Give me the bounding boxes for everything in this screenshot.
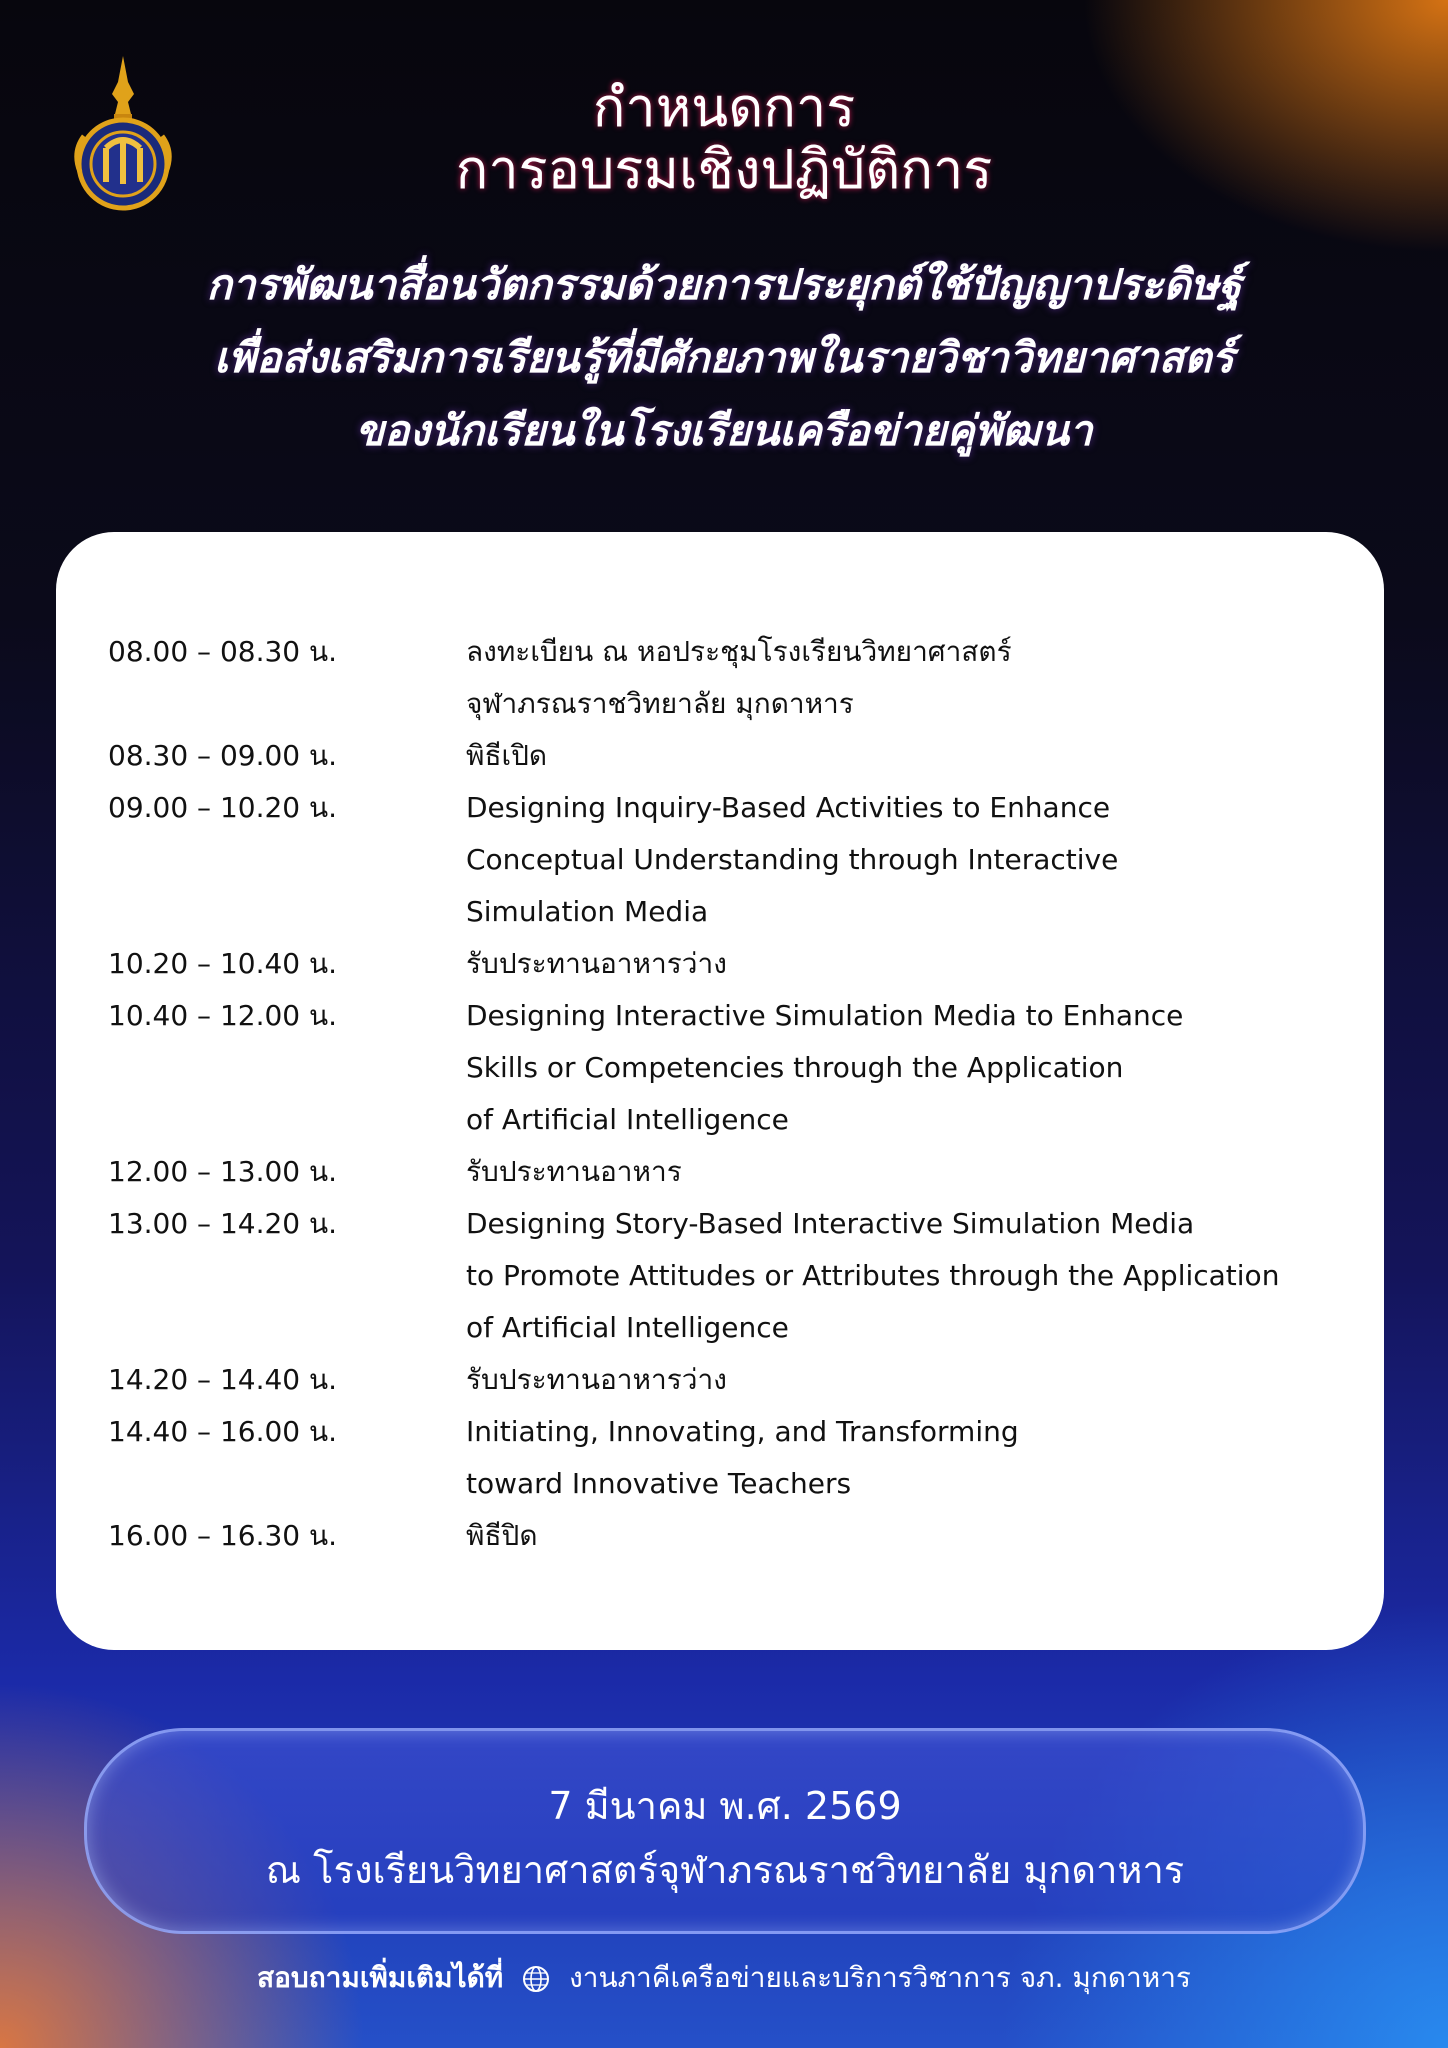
contact-footer [0, 1956, 1448, 2000]
schedule-time: 08.00 – 08.30 น. [108, 635, 338, 668]
schedule-text: Designing Interactive Simulation Media to Enhance [466, 999, 1184, 1032]
schedule-text: พิธีเปิด [466, 739, 548, 772]
schedule-card [56, 532, 1384, 1650]
page-subheading: การอบรมเชิงปฏิบัติการ [455, 138, 993, 201]
schedule-description [466, 626, 1012, 730]
course-title-line: เพื่อส่งเสริมการเรียนรู้ที่มีศักยภาพในรายวิชาวิทยาศาสตร์ [214, 333, 1234, 382]
schedule-text: to Promote Attitudes or Attributes through the Application [466, 1259, 1280, 1292]
schedule-time: 14.40 – 16.00 น. [108, 1415, 338, 1448]
schedule-text: of Artificial Intelligence [466, 1311, 789, 1344]
page-heading: กำหนดการ [592, 76, 856, 139]
schedule-description [466, 1146, 682, 1198]
schedule-time: 10.20 – 10.40 น. [108, 947, 338, 980]
schedule-text: toward Innovative Teachers [466, 1467, 852, 1500]
schedule-text: รับประทานอาหาร [466, 1155, 682, 1188]
schedule-time: 10.40 – 12.00 น. [108, 999, 338, 1032]
contact-label: สอบถามเพิ่มเติมได้ที่ [257, 1961, 504, 1994]
schedule-time: 08.30 – 09.00 น. [108, 739, 338, 772]
schedule-description [466, 730, 547, 782]
schedule-description [466, 938, 727, 990]
schedule-text: จุฬาภรณราชวิทยาลัย มุกดาหาร [466, 687, 854, 720]
course-title [0, 248, 1448, 467]
schedule-time: 16.00 – 16.30 น. [108, 1519, 338, 1552]
schedule-text: Initiating, Innovating, and Transforming [466, 1415, 1019, 1448]
schedule-text: Skills or Competencies through the Application [466, 1051, 1124, 1084]
schedule-text: รับประทานอาหารว่าง [466, 947, 727, 980]
event-venue: ณ โรงเรียนวิทยาศาสตร์จุฬาภรณราชวิทยาลัย มุกดาหาร [265, 1848, 1185, 1892]
schedule-time: 14.20 – 14.40 น. [108, 1363, 338, 1396]
schedule-time: 09.00 – 10.20 น. [108, 791, 338, 824]
schedule-text: ลงทะเบียน ณ หอประชุมโรงเรียนวิทยาศาสตร์ [466, 635, 1012, 668]
schedule-text: Simulation Media [466, 895, 709, 928]
schedule-time: 12.00 – 13.00 น. [108, 1155, 338, 1188]
schedule-text: Designing Story-Based Interactive Simulation Media [466, 1207, 1195, 1240]
schedule-text: of Artificial Intelligence [466, 1103, 789, 1136]
globe-icon [522, 1965, 550, 1993]
schedule-time: 13.00 – 14.20 น. [108, 1207, 338, 1240]
contact-text: งานภาคีเครือข่ายและบริการวิชาการ จภ. มุกดาหาร [569, 1961, 1191, 1994]
course-title-line: การพัฒนาสื่อนวัตกรรมด้วยการประยุกต์ใช้ปัญญาประดิษฐ์ [206, 260, 1242, 309]
schedule-description [466, 1510, 538, 1562]
schedule-text: พิธีปิด [466, 1519, 538, 1552]
schedule-text: Designing Inquiry-Based Activities to Enhance [466, 791, 1111, 824]
schedule-description [466, 1406, 1019, 1510]
schedule-text: รับประทานอาหารว่าง [466, 1363, 727, 1396]
schedule-description [466, 782, 1118, 938]
schedule-description [466, 1354, 727, 1406]
schedule-description [466, 1198, 1279, 1354]
schedule-description [466, 990, 1183, 1146]
event-date: 7 มีนาคม พ.ศ. 2569 [548, 1784, 902, 1828]
course-title-line: ของนักเรียนในโรงเรียนเครือข่ายคู่พัฒนา [355, 406, 1093, 455]
event-info-banner [84, 1728, 1366, 1934]
schedule-text: Conceptual Understanding through Interactive [466, 843, 1119, 876]
